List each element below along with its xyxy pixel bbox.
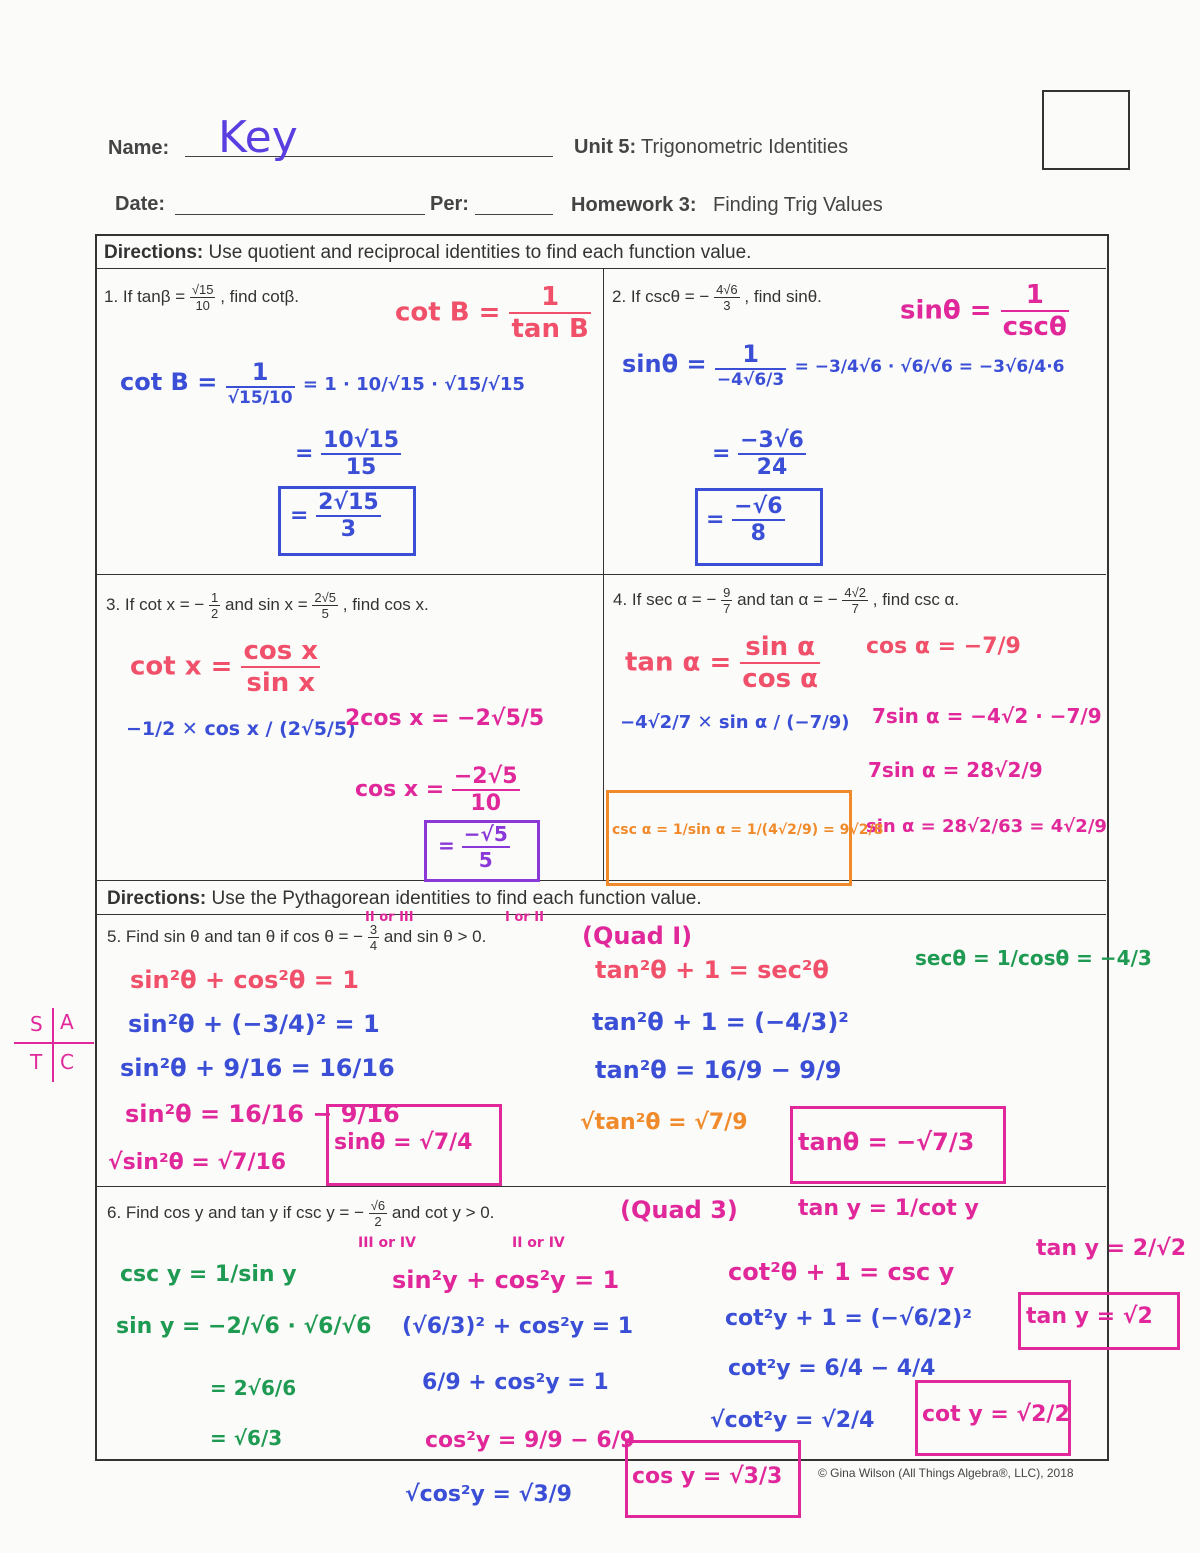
name-value: Key — [218, 112, 298, 163]
p2-l1-num: 1 — [715, 340, 786, 370]
per-label: Per: — [430, 193, 469, 215]
p3-num1: 1 — [211, 590, 219, 605]
divider-dir2-bottom — [96, 914, 1106, 915]
p4-den2: 7 — [851, 601, 859, 616]
divider-row4 — [96, 1186, 1106, 1187]
directions-2 — [107, 888, 702, 910]
p6-tan-answer: tan y = √2 — [1026, 1304, 1153, 1329]
p5-left-l1: sin²θ + cos²θ = 1 — [130, 966, 359, 994]
p4-cos-value: cos α = −7/9 — [866, 634, 1021, 659]
p3-fraction-2 — [312, 590, 338, 621]
p1-l1-den: √15/10 — [227, 388, 293, 408]
p4-identity — [625, 632, 820, 694]
p1-post: , find cotβ. — [220, 286, 299, 306]
p4-identity-lead: tan α = — [625, 647, 732, 678]
p4-cross-multiply: −4√2/7 ✕ sin α / (−7/9) — [620, 712, 850, 733]
score-box — [1042, 90, 1130, 170]
p6-pre: 6. Find cos y and tan y if csc y = − — [107, 1202, 365, 1222]
p2-pre: 2. If cscθ = − — [612, 286, 710, 306]
p1-num: √15 — [191, 282, 214, 297]
p5-right-r4: √tan²θ = √7/9 — [580, 1110, 748, 1135]
name-label: Name: — [108, 137, 170, 159]
p3-cross-multiply: −1/2 ✕ cos x / (2√5/5) — [126, 718, 356, 740]
p4-step2: 7sin α = 28√2/9 — [868, 758, 1043, 782]
p1-identity-frac — [509, 282, 590, 344]
p3-step2-lead: cos x = — [355, 777, 445, 802]
p3-mid: and sin x = — [224, 594, 308, 614]
p4-post: , find csc α. — [872, 589, 960, 609]
p1-l1-frac — [226, 358, 295, 408]
p3-den1: 2 — [211, 606, 219, 621]
p5-quadrant-hint-sin: I or II — [505, 910, 544, 925]
p3-post: , find cos x. — [342, 594, 429, 614]
p1-ans-den: 3 — [340, 517, 357, 542]
p5-den: 4 — [369, 938, 378, 953]
astc-c: C — [60, 1050, 74, 1074]
p6-c1: cot²θ + 1 = csc y — [728, 1258, 955, 1286]
p4-mid: and tan α = − — [737, 589, 838, 609]
p3-answer: = $\frac{-√5}{5}$ — [438, 822, 508, 872]
p4-den1: 7 — [723, 601, 731, 616]
p5-pre: 5. Find sin θ and tan θ if cos θ = − — [107, 926, 364, 946]
p5-left-l5: √sin²θ = √7/16 — [108, 1150, 287, 1175]
problem-6-statement — [107, 1198, 494, 1229]
p2-ans-frac — [732, 494, 784, 546]
problem-1-statement — [104, 282, 299, 313]
p3-den2: 5 — [321, 606, 329, 621]
p2-l2-den: 24 — [756, 455, 788, 480]
p6-d1: tan y = 2/√2 — [1036, 1236, 1187, 1261]
margin-astc-chart — [14, 1008, 94, 1082]
p1-pre: 1. If tanβ = — [104, 286, 186, 306]
date-line — [175, 214, 425, 215]
p1-l2-num: 10√15 — [323, 428, 399, 453]
p3-step2-den: 10 — [470, 791, 502, 816]
divider-row2 — [96, 574, 1106, 575]
p4-identity-num: sin α — [740, 632, 820, 664]
p6-post: and cot y > 0. — [391, 1202, 495, 1222]
problem-4-statement — [613, 585, 959, 616]
astc-s: S — [30, 1012, 43, 1036]
p2-identity-den: cscθ — [1002, 312, 1067, 342]
p5-fraction — [368, 922, 379, 953]
p1-work-line2: = $\frac{10√15}{15}$ — [295, 428, 399, 480]
p4-csc-box — [606, 790, 852, 886]
p3-ans-den: 5 — [478, 848, 493, 872]
unit-title: Trigonometric Identities — [641, 136, 849, 158]
p3-identity-num: cos x — [243, 636, 319, 666]
p4-pre: 4. If sec α = − — [613, 589, 717, 609]
p1-ans-num: 2√15 — [318, 490, 379, 515]
divider-dir1 — [96, 268, 1106, 269]
problem-2-statement — [612, 282, 822, 313]
directions-2-label: Directions: — [107, 888, 207, 909]
p2-identity-frac — [1001, 280, 1069, 342]
p3-step1: 2cos x = −2√5/5 — [345, 706, 545, 731]
homework-title: Finding Trig Values — [713, 194, 883, 216]
p6-b1: sin²y + cos²y = 1 — [392, 1266, 620, 1294]
astc-a: A — [60, 1010, 74, 1034]
p6-c3: cot²y = 6/4 − 4/4 — [728, 1356, 936, 1381]
p2-work-line1 — [622, 340, 1065, 390]
p3-identity-den: sin x — [246, 668, 316, 698]
p6-b5: √cos²y = √3/9 — [405, 1482, 572, 1507]
p6-a2: sin y = −2/√6 · √6/√6 — [116, 1314, 372, 1339]
p6-a4: = √6/3 — [210, 1426, 283, 1450]
p2-identity-num: 1 — [1001, 280, 1069, 312]
p6-quadrant: (Quad 3) — [620, 1196, 738, 1224]
p1-l1-lead: cot B = — [120, 368, 218, 396]
p1-ans-frac — [316, 490, 381, 542]
p3-step2-frac — [452, 764, 520, 816]
homework-label: Homework 3: — [571, 194, 697, 216]
astc-horizontal — [14, 1042, 94, 1044]
p4-num2: 4√2 — [844, 585, 867, 600]
p5-right-r3: tan²θ = 16/9 − 9/9 — [595, 1056, 842, 1084]
p3-step2 — [355, 764, 520, 816]
date-label: Date: — [115, 193, 166, 215]
p4-csc-work: csc α = 1/sin α = 1/(4√2/9) = 9√2/8 — [612, 822, 884, 838]
p2-l1-lead: sinθ = — [622, 350, 707, 378]
p6-b3: 6/9 + cos²y = 1 — [422, 1370, 609, 1395]
directions-1-text: Use quotient and reciprocal identities to find each function value. — [208, 242, 752, 263]
p4-num1: 9 — [723, 585, 731, 600]
p5-post: and sin θ > 0. — [383, 926, 487, 946]
p3-num2: 2√5 — [314, 590, 337, 605]
p1-identity-den: tan B — [511, 314, 589, 344]
p4-identity-frac — [740, 632, 820, 694]
p5-num: 3 — [369, 922, 378, 937]
p3-fraction-1 — [209, 590, 220, 621]
p3-step2-num: −2√5 — [453, 764, 518, 789]
p5-tan-answer: tanθ = −√7/3 — [798, 1128, 975, 1156]
p5-quadrant: (Quad I) — [582, 922, 693, 950]
p6-quadrant-hint-csc: III or IV — [358, 1235, 416, 1251]
p6-b2: (√6/3)² + cos²y = 1 — [402, 1314, 634, 1339]
p2-l2-num: −3√6 — [740, 428, 804, 453]
p2-answer: = $\frac{-√6}{8}$ — [706, 494, 783, 546]
p4-step3: sin α = 28√2/63 = 4√2/9 — [866, 816, 1107, 837]
p1-fraction — [190, 282, 216, 313]
p1-answer: = $\frac{2√15}{3}$ — [290, 490, 379, 542]
directions-2-text: Use the Pythagorean identities to find each function value. — [211, 888, 702, 909]
p5-right-r1: tan²θ + 1 = sec²θ — [595, 956, 829, 984]
header — [0, 0, 1200, 230]
p2-l1-den: −4√6/3 — [716, 370, 785, 390]
p1-den: 10 — [195, 298, 210, 313]
p2-identity-lead: sinθ = — [900, 295, 992, 326]
p5-left-l3: sin²θ + 9/16 = 16/16 — [120, 1054, 395, 1082]
p6-fraction — [369, 1198, 387, 1229]
p6-tan-identity: tan y = 1/cot y — [798, 1196, 979, 1221]
problem-3-statement — [106, 590, 429, 621]
problem-5-statement — [107, 922, 486, 953]
directions-1-label: Directions: — [104, 242, 204, 263]
p6-quadrant-hint-cot: II or IV — [512, 1235, 565, 1251]
unit-label: Unit 5: — [574, 136, 637, 158]
p3-ans-num: −√5 — [463, 822, 508, 846]
p5-sin-answer: sinθ = √7/4 — [334, 1130, 473, 1155]
p4-identity-den: cos α — [742, 664, 818, 694]
p6-num: √6 — [370, 1198, 386, 1213]
p1-identity — [395, 282, 591, 344]
p3-identity-lead: cot x = — [130, 651, 233, 682]
p3-identity — [130, 636, 320, 698]
p5-left-l2: sin²θ + (−3/4)² = 1 — [128, 1010, 380, 1038]
p6-cos-answer: cos y = √3/3 — [632, 1464, 783, 1489]
p5-sec: secθ = 1/cosθ = −4/3 — [915, 946, 1152, 970]
p4-step1: 7sin α = −4√2 · −7/9 — [872, 704, 1102, 728]
p2-l2-frac — [738, 428, 806, 480]
p3-pre: 3. If cot x = − — [106, 594, 205, 614]
p1-identity-num: 1 — [509, 282, 590, 314]
p2-fraction — [714, 282, 740, 313]
astc-t: T — [30, 1050, 43, 1074]
copyright: © Gina Wilson (All Things Algebra®, LLC), 2018 — [818, 1466, 1074, 1480]
p2-l1-frac — [715, 340, 786, 390]
p2-identity — [900, 280, 1069, 342]
p4-fraction-2 — [842, 585, 868, 616]
p6-b4: cos²y = 9/9 − 6/9 — [425, 1428, 636, 1453]
p1-l2-frac — [321, 428, 401, 480]
p6-a3: = 2√6/6 — [210, 1376, 297, 1400]
p1-work-line1 — [120, 358, 525, 408]
p3-identity-frac — [241, 636, 320, 698]
astc-vertical — [52, 1008, 54, 1082]
p2-l1-tail: = −3/4√6 · √6/√6 = −3√6/4·6 — [794, 357, 1065, 377]
p2-den: 3 — [723, 298, 731, 313]
p5-quadrant-hint-cos: II or III — [365, 910, 414, 925]
p1-l1-tail: = 1 · 10/√15 · √15/√15 — [302, 374, 525, 395]
directions-1 — [104, 242, 751, 264]
divider-dir2-top — [96, 880, 1106, 881]
p1-l2-den: 15 — [345, 455, 377, 480]
p4-fraction-1 — [721, 585, 732, 616]
p1-identity-lead: cot B = — [395, 297, 501, 328]
p5-right-r2: tan²θ + 1 = (−4/3)² — [592, 1008, 849, 1036]
p2-num: 4√6 — [716, 282, 738, 297]
per-line — [475, 214, 553, 215]
p3-ans-frac — [462, 822, 510, 872]
p2-ans-num: −√6 — [734, 494, 783, 519]
p2-ans-den: 8 — [750, 521, 766, 546]
p2-post: , find sinθ. — [744, 286, 822, 306]
p5-left-l4: sin²θ = 16/16 − 9/16 — [125, 1100, 400, 1128]
p2-work-line2: = $\frac{-3√6}{24}$ — [712, 428, 804, 480]
p1-l1-num: 1 — [226, 358, 295, 388]
p6-cot-answer: cot y = √2/2 — [922, 1402, 1070, 1427]
p6-c2: cot²y + 1 = (−√6/2)² — [725, 1306, 972, 1331]
p6-a1: csc y = 1/sin y — [120, 1262, 297, 1287]
p6-den: 2 — [374, 1214, 382, 1229]
p6-c4: √cot²y = √2/4 — [710, 1408, 875, 1433]
